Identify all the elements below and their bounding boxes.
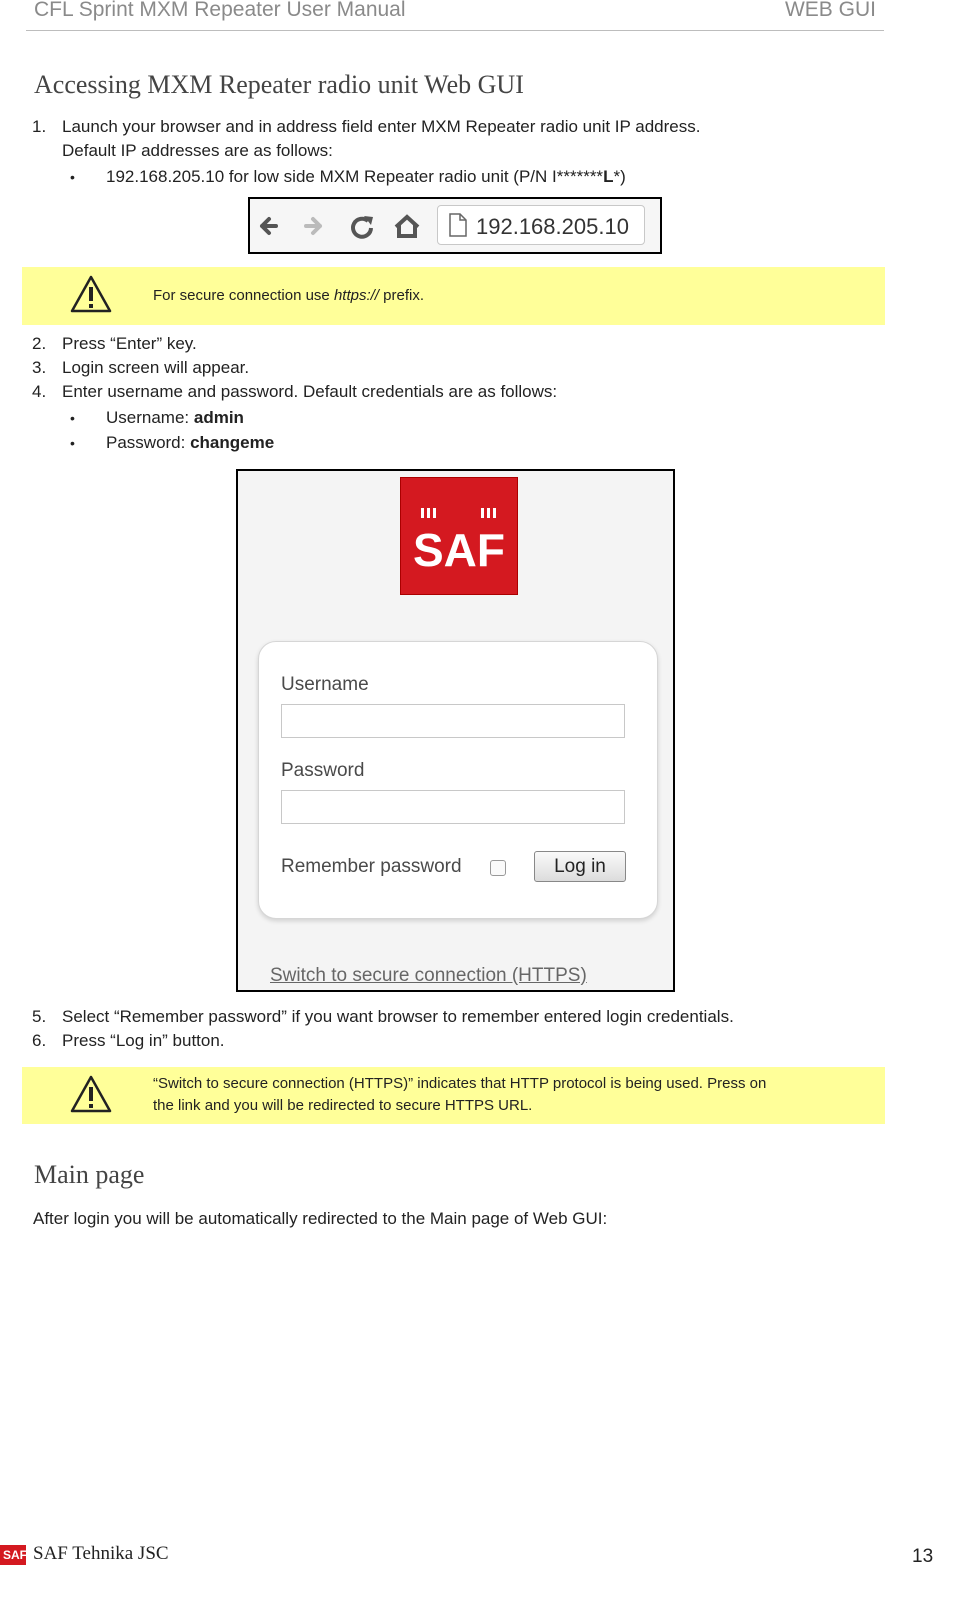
page-number: 13	[912, 1546, 934, 1567]
step-5-text: Select “Remember password” if you want browser to remember entered login credentials.	[62, 1007, 734, 1026]
step-number: 2.	[32, 334, 47, 353]
manual-title: CFL Sprint MXM Repeater User Manual	[34, 0, 406, 21]
page-icon	[448, 213, 468, 237]
password-credential: Password: changeme	[106, 433, 275, 452]
saf-logo	[400, 477, 518, 595]
login-screen-image	[236, 469, 675, 992]
note-text: For secure connection use https:// prefix.	[153, 287, 424, 304]
login-button[interactable]: Log in	[534, 851, 626, 882]
main-page-text: After login you will be automatically redirected to the Main page of Web GUI:	[33, 1209, 608, 1228]
switch-https-link[interactable]: Switch to secure connection (HTTPS)	[270, 965, 587, 986]
username-credential: Username: admin	[106, 408, 244, 427]
note-box-https-switch	[22, 1067, 885, 1124]
login-form	[258, 641, 658, 919]
bullet-icon: •	[70, 410, 75, 426]
note-box-https	[22, 267, 885, 325]
step-6-text: Press “Log in” button.	[62, 1031, 225, 1050]
bullet-icon: •	[70, 435, 75, 451]
step-4-text: Enter username and password. Default credentials are as follows:	[62, 382, 558, 401]
bullet-ip-address: 192.168.205.10 for low side MXM Repeater radio unit (P/N I*******L*)	[106, 167, 626, 186]
forward-arrow-icon	[306, 219, 320, 233]
url-text: 192.168.205.10	[476, 214, 629, 239]
step-number: 1.	[32, 117, 47, 136]
logo-text: SAF	[413, 524, 505, 576]
remember-password-checkbox[interactable]	[490, 860, 506, 876]
step-3-text: Login screen will appear.	[62, 358, 250, 377]
step-1-text-cont: Default IP addresses are as follows:	[62, 141, 333, 160]
step-1-text: Launch your browser and in address field enter MXM Repeater radio unit IP address.	[62, 117, 701, 136]
step-number: 4.	[32, 382, 47, 401]
note-text-line2: the link and you will be redirected to secure HTTPS URL.	[153, 1097, 533, 1114]
warning-icon	[70, 1075, 112, 1113]
username-field[interactable]	[281, 704, 625, 738]
note-text-line1: “Switch to secure connection (HTTPS)” indicates that HTTP protocol is being used. Press on	[153, 1075, 767, 1092]
password-label: Password	[281, 760, 365, 781]
bullet-icon: •	[70, 169, 75, 185]
back-arrow-icon	[262, 219, 276, 233]
username-label: Username	[281, 674, 369, 695]
step-2-text: Press “Enter” key.	[62, 334, 197, 353]
section-heading-accessing: Accessing MXM Repeater radio unit Web GUI	[34, 70, 524, 99]
password-field[interactable]	[281, 790, 625, 824]
remember-password-label: Remember password	[281, 856, 462, 877]
home-icon	[396, 217, 418, 236]
section-heading-main-page: Main page	[34, 1160, 145, 1189]
saf-logo-graphic	[401, 478, 517, 594]
footer-company: SAF Tehnika JSC	[33, 1543, 169, 1564]
warning-icon	[70, 275, 112, 313]
step-number: 3.	[32, 358, 47, 377]
step-number: 5.	[32, 1007, 47, 1026]
footer-saf-logo	[0, 1545, 26, 1565]
browser-address-bar-image	[248, 197, 662, 254]
section-label: WEB GUI	[784, 0, 876, 21]
step-number: 6.	[32, 1031, 47, 1050]
url-field	[437, 205, 645, 245]
page-header	[26, 0, 884, 31]
reload-icon	[353, 216, 373, 237]
browser-nav-icons	[250, 199, 425, 252]
footer-logo-text: SAF	[3, 1548, 27, 1562]
